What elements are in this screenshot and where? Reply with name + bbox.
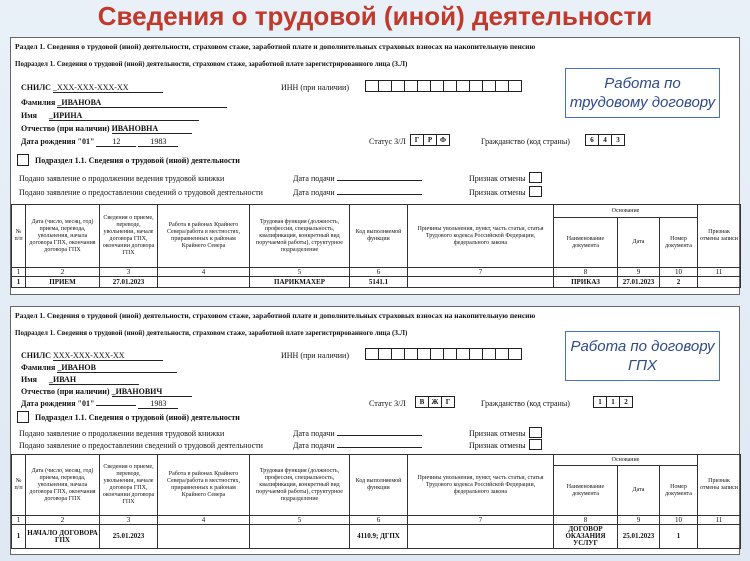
birth-month: 12 xyxy=(96,137,136,147)
surname-value: _ИВАНОВ xyxy=(57,363,177,373)
column-header: Дата xyxy=(618,466,660,516)
subsection-header: Подраздел 1. Сведения о трудовой (иной) деятельности, страховом стаже, заработной плате зарегистрированного лица (З.Л) xyxy=(15,60,408,68)
birth-day: "01" xyxy=(77,137,95,146)
column-number: 10 xyxy=(660,268,698,277)
basis-header: Основание xyxy=(554,205,698,218)
table-cell: 2 xyxy=(660,277,698,288)
column-number: 2 xyxy=(26,268,100,277)
inn-boxes xyxy=(366,80,522,92)
column-header: Причины увольнения, пункт, часть статьи, статья Трудового кодекса Российской Федерации, федерального закона xyxy=(408,205,554,268)
table-cell: ДОГОВОР ОКАЗАНИЯ УСЛУГ xyxy=(554,525,618,549)
name-value: _ИВАН xyxy=(49,375,139,385)
column-header: Дата xyxy=(618,218,660,268)
app-continue-label: Подано заявление о продолжении ведения трудовой книжки xyxy=(19,429,225,438)
citizenship-box: 2 xyxy=(619,396,633,408)
submit-date-line xyxy=(337,180,422,181)
column-number: 4 xyxy=(158,516,250,525)
table-cell xyxy=(698,277,741,288)
column-number: 4 xyxy=(158,268,250,277)
inn-boxes xyxy=(366,348,522,360)
table-cell: НАЧАЛО ДОГОВОРА ГПХ xyxy=(26,525,100,549)
table-cell: 27.01.2023 xyxy=(100,277,158,288)
form-employment-contract xyxy=(10,37,740,295)
status-box: Г xyxy=(441,396,455,408)
column-number: 1 xyxy=(12,516,26,525)
snils-value: XXX-XXX-XXX-XX xyxy=(53,351,163,361)
column-header: Код выполняемой функции xyxy=(350,205,408,268)
column-number: 1 xyxy=(12,268,26,277)
surname-label: Фамилия xyxy=(21,363,56,372)
table-cell: 5141.1 xyxy=(350,277,408,288)
status-box: В xyxy=(415,396,429,408)
submit-date-label: Дата подачи xyxy=(293,174,335,183)
cancel-mark-box xyxy=(529,439,542,450)
column-header: Сведения о приеме, переводе, увольнении, начале договора ГПХ, окончании договора ГПХ xyxy=(100,455,158,516)
citizenship-box: 1 xyxy=(606,396,620,408)
app-continue-label: Подано заявление о продолжении ведения трудовой книжки xyxy=(19,174,225,183)
citizenship-box: 6 xyxy=(585,134,599,146)
cancel-mark-box xyxy=(529,172,542,183)
column-header: № п/п xyxy=(12,455,26,516)
column-header: Работа в районах Крайнего Севера/работа в местностях, приравненных к районам Крайнего Севера xyxy=(158,455,250,516)
citizenship-label: Гражданство (код страны) xyxy=(481,399,570,408)
name-label: Имя xyxy=(21,111,37,120)
column-header: Трудовая функция (должность, профессия, специальность, квалификация, конкретный вид поручаемой работы), структурное подразделение xyxy=(250,455,350,516)
column-header: Дата (число, месяц, год) приема, перевода, увольнения, начала договора ГПХ, окончания договора ГПХ xyxy=(26,205,100,268)
table-row xyxy=(12,525,741,549)
column-number: 5 xyxy=(250,268,350,277)
citizenship-box: 4 xyxy=(598,134,612,146)
column-number: 6 xyxy=(350,516,408,525)
column-number: 9 xyxy=(618,516,660,525)
column-header: Номер документа xyxy=(660,218,698,268)
column-number: 3 xyxy=(100,516,158,525)
table-cell: 4110.9; ДГПХ xyxy=(350,525,408,549)
table-cell: ПРИЕМ xyxy=(26,277,100,288)
column-header: Работа в районах Крайнего Севера/работа в местностях, приравненных к районам Крайнего Севера xyxy=(158,205,250,268)
basis-header: Основание xyxy=(554,455,698,466)
table-cell xyxy=(698,525,741,549)
activity-table xyxy=(11,204,741,288)
status-box: Ф xyxy=(436,134,450,146)
patronymic-label: Отчество (при наличии) xyxy=(21,387,110,396)
activity-table xyxy=(11,454,741,549)
submit-date-label: Дата подачи xyxy=(293,188,335,197)
table-cell xyxy=(158,277,250,288)
column-header: Признак отмены записи xyxy=(698,455,741,516)
submit-date-label: Дата подачи xyxy=(293,429,335,438)
column-number: 3 xyxy=(100,268,158,277)
page-title: Сведения о трудовой (иной) деятельности xyxy=(97,1,653,31)
cancel-mark-label: Признак отмены xyxy=(469,174,526,183)
table-cell xyxy=(158,525,250,549)
column-number: 7 xyxy=(408,516,554,525)
table-cell: 1 xyxy=(12,525,26,549)
birth-year: 1983 xyxy=(138,399,178,409)
section-header: Раздел 1. Сведения о трудовой (иной) деятельности, страховом стаже, заработной плате и дополнительных страховых взносах на накопительную пенсию xyxy=(15,311,536,320)
table-row xyxy=(12,277,741,288)
column-number: 8 xyxy=(554,516,618,525)
table-cell xyxy=(250,525,350,549)
birth-year: 1983 xyxy=(138,137,178,147)
surname-value: _ИВАНОВА xyxy=(57,98,227,108)
patronymic-value: _ИВАНОВИЧ xyxy=(112,387,192,397)
table-cell: 27.01.2023 xyxy=(618,277,660,288)
column-header: Сведения о приеме, переводе, увольнении, начале договора ГПХ, окончании договора ГПХ xyxy=(100,205,158,268)
citizenship-box: 3 xyxy=(611,134,625,146)
name-value: _ИРИНА xyxy=(49,111,199,121)
name-label: Имя xyxy=(21,375,37,384)
table-cell xyxy=(408,525,554,549)
cancel-mark-label: Признак отмены xyxy=(469,429,526,438)
column-header: Дата (число, месяц, год) приема, перевода, увольнения, начала договора ГПХ, окончания договора ГПХ xyxy=(26,455,100,516)
callout-employment: Работа по трудовому договору xyxy=(565,68,720,118)
birth-day: "01" xyxy=(77,399,95,408)
table-cell: ПАРИКМАХЕР xyxy=(250,277,350,288)
citizenship-box: 1 xyxy=(593,396,607,408)
app-provide-label: Подано заявление о предоставлении сведений о трудовой деятельности xyxy=(19,188,263,197)
column-header: Код выполняемой функции xyxy=(350,455,408,516)
surname-label: Фамилия xyxy=(21,98,56,107)
inn-label: ИНН (при наличии) xyxy=(281,83,349,92)
snils-value: _XXX-XXX-XXX-XX xyxy=(53,83,163,93)
birth-month xyxy=(96,405,136,406)
table-cell: ПРИКАЗ xyxy=(554,277,618,288)
section-header: Раздел 1. Сведения о трудовой (иной) деятельности, страховом стаже, заработной плате и дополнительных страховых взносах на накопительную пенсию xyxy=(15,42,536,51)
subsection11-label: Подраздел 1.1. Сведения о трудовой (иной) деятельности xyxy=(35,413,240,422)
snils-label: СНИЛС xyxy=(21,83,51,92)
column-header: Наименование документа xyxy=(554,218,618,268)
inn-label: ИНН (при наличии) xyxy=(281,351,349,360)
column-number: 11 xyxy=(698,268,741,277)
status-label: Статус З/Л xyxy=(369,137,406,146)
status-label: Статус З/Л xyxy=(369,399,406,408)
submit-date-line xyxy=(337,435,422,436)
column-number: 5 xyxy=(250,516,350,525)
submit-date-label: Дата подачи xyxy=(293,441,335,450)
submit-date-line xyxy=(337,194,422,195)
status-box: Р xyxy=(423,134,437,146)
cancel-mark-box xyxy=(529,186,542,197)
column-header: Номер документа xyxy=(660,466,698,516)
column-number: 6 xyxy=(350,268,408,277)
cancel-mark-box xyxy=(529,427,542,438)
table-cell: 1 xyxy=(660,525,698,549)
patronymic-value: ИВАНОВНА xyxy=(112,124,192,134)
column-header: Наименование документа xyxy=(554,466,618,516)
cancel-mark-label: Признак отмены xyxy=(469,441,526,450)
column-number: 9 xyxy=(618,268,660,277)
column-number: 7 xyxy=(408,268,554,277)
column-header: № п/п xyxy=(12,205,26,268)
birth-label: Дата рождения xyxy=(21,137,76,146)
column-number: 11 xyxy=(698,516,741,525)
column-header: Причины увольнения, пункт, часть статьи, статья Трудового кодекса Российской Федерации, федерального закона xyxy=(408,455,554,516)
column-number: 8 xyxy=(554,268,618,277)
patronymic-label: Отчество (при наличии) xyxy=(21,124,110,133)
table-cell: 25.01.2023 xyxy=(100,525,158,549)
submit-date-line xyxy=(337,447,422,448)
column-header: Признак отмены записи xyxy=(698,205,741,268)
subsection-checkbox xyxy=(17,411,29,423)
status-box: Г xyxy=(410,134,424,146)
table-cell: 25.01.2023 xyxy=(618,525,660,549)
status-box: Ж xyxy=(428,396,442,408)
table-cell xyxy=(408,277,554,288)
callout-gph: Работа по договору ГПХ xyxy=(565,331,720,381)
column-number: 10 xyxy=(660,516,698,525)
cancel-mark-label: Признак отмены xyxy=(469,188,526,197)
subsection-header: Подраздел 1. Сведения о трудовой (иной) деятельности, страховом стаже, заработной плате зарегистрированного лица (З.Л) xyxy=(15,329,408,337)
snils-label: СНИЛС xyxy=(21,351,51,360)
app-provide-label: Подано заявление о предоставлении сведений о трудовой деятельности xyxy=(19,441,263,450)
column-number: 2 xyxy=(26,516,100,525)
form-gph-contract xyxy=(10,306,740,555)
table-cell: 1 xyxy=(12,277,26,288)
subsection-checkbox xyxy=(17,154,29,166)
citizenship-label: Гражданство (код страны) xyxy=(481,137,570,146)
subsection11-label: Подраздел 1.1. Сведения о трудовой (иной) деятельности xyxy=(35,156,240,165)
birth-label: Дата рождения xyxy=(21,399,76,408)
column-header: Трудовая функция (должность, профессия, специальность, квалификация, конкретный вид поручаемой работы), структурное подразделение xyxy=(250,205,350,268)
